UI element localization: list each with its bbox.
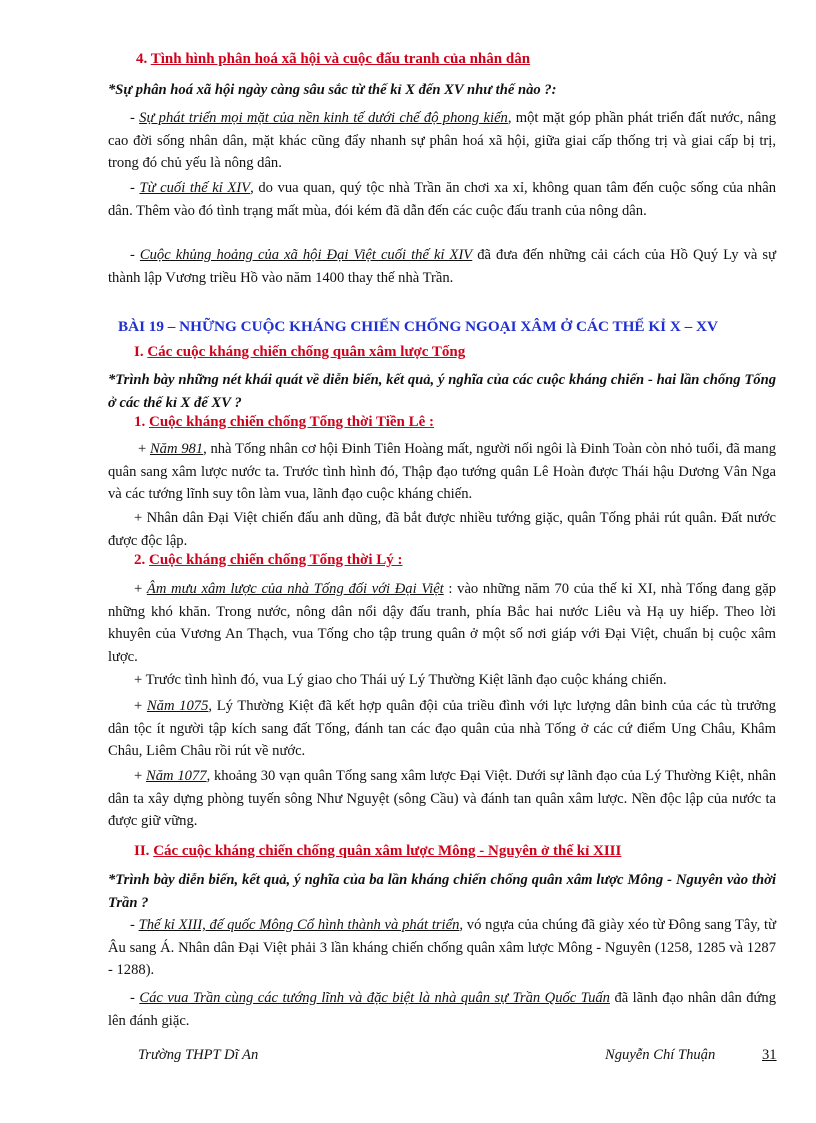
part-1-heading [134, 344, 465, 361]
emphasis: Năm 981 [149, 441, 204, 457]
section-4-paragraph-3: - Cuộc khủng hoảng của xã hội Đại Việt cuối thế kỉ XIV đã đưa đến những cải cách của Hồ Quý Ly và sự thành lập Vương triều Hồ vào năm 1400 thay thế nhà Trần. [108, 247, 776, 286]
emphasis: Thế kỉ XIII, đế quốc Mông Cổ hình thành và phát triển [138, 917, 460, 933]
part-2-paragraph-1: - Thế kỉ XIII, đế quốc Mông Cổ hình thành và phát triển, vó ngựa của chúng đã giày xéo từ Đông sang Tây, từ Âu sang Á. Nhân dân Đại Việt phải 3 lần kháng chiến chống quân xâm lược Mông - Nguyên (1258, 1285 và 1287 - 1288). [108, 917, 776, 978]
part-2-number: II. [134, 843, 150, 859]
subsection-1-paragraph-2: + Nhân dân Đại Việt chiến đấu anh dũng, đã bắt được nhiều tướng giặc, quân Tống phải rút quân. Đất nước được độc lập. [108, 510, 776, 549]
subsection-1-heading [134, 414, 434, 431]
section-4-heading [136, 51, 530, 68]
page-number: 31 [762, 1047, 777, 1063]
emphasis: Năm 1075 [146, 698, 209, 714]
section-4-title: Tình hình phân hoá xã hội và cuộc đấu tranh của nhân dân [150, 51, 531, 67]
footer-school: Trường THPT Dĩ An [138, 1047, 259, 1063]
section-4-number: 4. [136, 51, 148, 67]
subsection-2-paragraph-2: + Trước tình hình đó, vua Lý giao cho Thái uý Lý Thường Kiệt lãnh đạo cuộc kháng chiến. [134, 672, 667, 688]
lesson-title: BÀI 19 – NHỮNG CUỘC KHÁNG CHIẾN CHỐNG NGOẠI XÂM Ở CÁC THẾ KỈ X – XV [118, 318, 718, 335]
emphasis: Các vua Trần cùng các tướng lĩnh và đặc biệt là nhà quân sự Trần Quốc Tuấn [139, 990, 610, 1006]
subsection-2-paragraph-3: + Năm 1075, Lý Thường Kiệt đã kết hợp quân đội của triều đình với lực lượng dân binh của các tù trưởng dân tộc ít người tập kích sang đất Tống, đánh tan các đạo quân của nhà Tống ở các cứ điểm Ung Châu, Khâm Châu, Liêm Châu rồi rút về nước. [108, 698, 777, 759]
part-2-title: Các cuộc kháng chiến chống quân xâm lược Mông - Nguyên ở thế kỉ XIII [153, 843, 622, 859]
section-4-paragraph-1: - Sự phát triển mọi mặt của nền kinh tế dưới chế độ phong kiến, một mặt góp phần phát triển đất nước, nâng cao đời sống nhân dân, mặt khác cũng đẩy nhanh sự phân hoá xã hội, giữa giai cấp thống trị và giai cấp bị trị, trong đó chủ yếu là nông dân. [108, 110, 776, 171]
part-2-heading [134, 843, 621, 860]
section-4-paragraph-2: - Từ cuối thế kỉ XIV, do vua quan, quý tộc nhà Trần ăn chơi xa xỉ, không quan tâm đến cuộc sống của nhân dân. Thêm vào đó tình trạng mất mùa, đói kém đã dẫn đến các cuộc đấu tranh của nông dân. [108, 180, 776, 219]
emphasis: Âm mưu xâm lược của nhà Tống đối với Đại Việt [146, 581, 444, 597]
emphasis: Sự phát triển mọi mặt của nền kinh tế dưới chế độ phong kiến [139, 110, 508, 126]
part-2-paragraph-2: - Các vua Trần cùng các tướng lĩnh và đặc biệt là nhà quân sự Trần Quốc Tuấn đã lãnh đạo nhân dân đứng lên đánh giặc. [108, 990, 777, 1029]
part-1-number: I. [134, 344, 144, 360]
subsection-2-title: Cuộc kháng chiến chống Tống thời Lý : [149, 552, 403, 568]
part-2-question: *Trình bày diễn biến, kết quả, ý nghĩa của ba lần kháng chiến chống quân xâm lược Mông - Nguyên vào thời Trần ? [108, 872, 776, 911]
part-1-title: Các cuộc kháng chiến chống quân xâm lược Tống [147, 344, 466, 360]
subsection-1-number: 1. [134, 414, 146, 430]
subsection-2-paragraph-1: + Âm mưu xâm lược của nhà Tống đối với Đại Việt : vào những năm 70 của thế kỉ XI, nhà Tống đang gặp những khó khăn. Trong nước, nông dân nổi dậy đấu tranh, phía Bắc hai nước Liêu và Hạ uy hiếp. Theo lời khuyên của Vương An Thạch, vua Tống cho tập trung quân ở một số nơi giáp với Đại Việt, chuẩn bị cuộc xâm lược. [108, 581, 776, 665]
subsection-2-number: 2. [134, 552, 146, 568]
subsection-1-paragraph-1: + Năm 981, nhà Tống nhân cơ hội Đinh Tiên Hoàng mất, người nối ngôi là Đinh Toàn còn nhỏ tuổi, đã mang quân sang xâm lược nước ta. Trước tình hình đó, Thập đạo tướng quân Lê Hoàn được Thái hậu Dương Vân Nga và các tướng lĩnh suy tôn làm vua, lãnh đạo cuộc kháng chiến. [108, 441, 776, 502]
subsection-2-paragraph-4: + Năm 1077, khoảng 30 vạn quân Tống sang xâm lược Đại Việt. Dưới sự lãnh đạo của Lý Thường Kiệt, nhân dân ta xây dựng phòng tuyến sông Như Nguyệt (sông Cầu) và đánh tan quân xâm lược. Nền độc lập của nước ta được giữ vững. [108, 768, 777, 829]
subsection-1-title: Cuộc kháng chiến chống Tống thời Tiền Lê : [149, 414, 435, 430]
emphasis: Năm 1077 [146, 768, 207, 784]
part-1-question: *Trình bày những nét khái quát về diễn biến, kết quả, ý nghĩa của các cuộc kháng chiến - hai lần chống Tống ở các thế kỉ X đế XV ? [108, 372, 776, 411]
section-4-question: *Sự phân hoá xã hội ngày càng sâu sắc từ thế kỉ X đến XV như thế nào ?: [108, 82, 557, 98]
emphasis: Từ cuối thế kỉ XIV [139, 180, 251, 196]
emphasis: Cuộc khủng hoảng của xã hội Đại Việt cuối thế kỉ XIV [139, 247, 473, 263]
subsection-2-heading [134, 552, 403, 569]
footer-author: Nguyễn Chí Thuận [605, 1047, 716, 1063]
